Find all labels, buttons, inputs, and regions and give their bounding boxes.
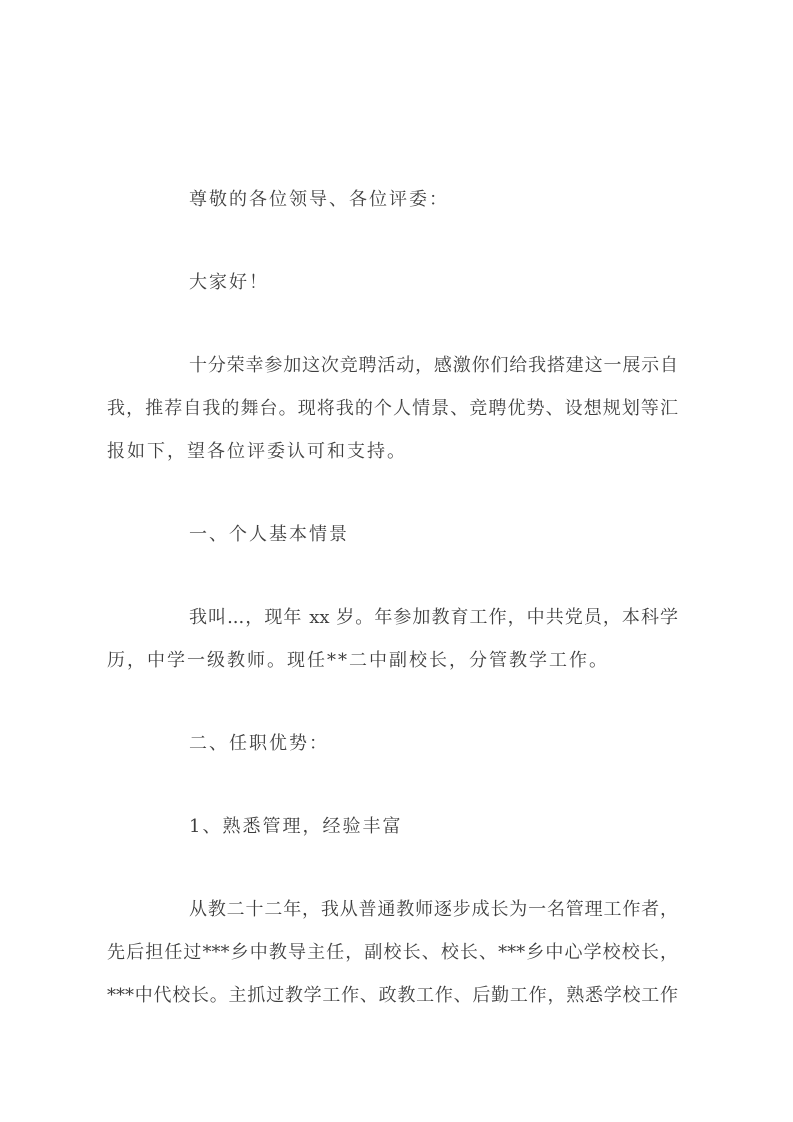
text-line: 尊敬的各位领导、各位评委： — [189, 189, 449, 210]
paragraph-greeting — [107, 261, 678, 304]
paragraph-salutation — [107, 178, 678, 221]
heading-line: 1、熟悉管理，经验丰富 — [189, 816, 403, 837]
paragraph-personal-info — [107, 596, 678, 682]
paragraph-intro — [107, 344, 678, 473]
text-line: 十分荣幸参加这次竞聘活动，感激你们给我搭建这一展示自 — [189, 355, 678, 376]
heading-section-2 — [107, 722, 678, 765]
text-line: ***中代校长。主抓过教学工作、政教工作、后勤工作，熟悉学校工作 — [107, 985, 678, 1006]
heading-line: 一、个人基本情景 — [189, 524, 349, 545]
paragraph-experience — [107, 888, 678, 1017]
text-line: 我，推荐自我的舞台。现将我的个人情景、竞聘优势、设想规划等汇 — [107, 398, 678, 419]
subheading-2-1 — [107, 805, 678, 848]
heading-line: 二、任职优势： — [189, 733, 329, 754]
text-line: 我叫...，现年 xx 岁。年参加教育工作，中共党员，本科学 — [189, 607, 678, 628]
text-line: 先后担任过***乡中教导主任，副校长、校长、***乡中心学校校长， — [107, 942, 678, 963]
text-line: 从教二十二年，我从普通教师逐步成长为一名管理工作者， — [189, 899, 678, 920]
text-line: 大家好！ — [189, 272, 269, 293]
text-line: 报如下，望各位评委认可和支持。 — [107, 441, 407, 462]
heading-section-1 — [107, 513, 678, 556]
text-line: 历，中学一级教师。现任**二中副校长，分管教学工作。 — [107, 650, 609, 671]
